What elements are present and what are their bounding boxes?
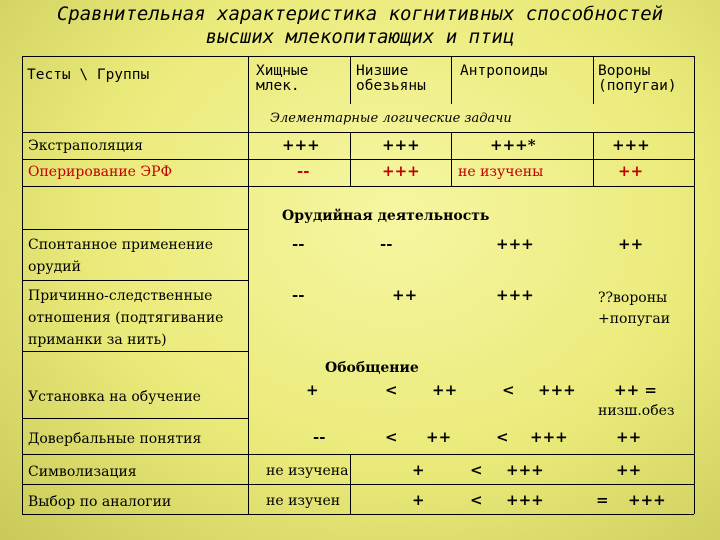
cell-analogy-anthropoids: +++ (506, 491, 544, 509)
table-col-line (350, 56, 351, 104)
row-label-spontaneous-line-2: орудий (28, 259, 81, 275)
cell-extrapolation-crows: +++ (612, 136, 650, 154)
cell-preverbal-lower-monkeys: ++ (426, 428, 452, 446)
cell-symbolization-anthropoids: +++ (506, 461, 544, 479)
cell-analogy-predators: не изучен (266, 493, 341, 509)
cell-causal-lower-monkeys: ++ (392, 286, 418, 304)
row-label-preverbal: Довербальные понятия (28, 431, 202, 447)
table-col-line (350, 454, 351, 514)
cell-erf-predators: -- (297, 162, 310, 180)
header-anthropoids: Антропоиды (460, 63, 548, 79)
table-line (22, 229, 248, 230)
section-tool-activity: Орудийная деятельность (282, 208, 490, 224)
cell-extrapolation-lower-monkeys: +++ (382, 136, 420, 154)
slide-title-line-2: высших млекопитающих и птиц (205, 26, 515, 48)
cell-spontaneous-predators: -- (292, 235, 305, 253)
cell-erf-anthropoids: не изучены (458, 164, 544, 180)
row-label-spontaneous-line-1: Спонтанное применение (28, 237, 214, 253)
cell-spontaneous-crows: ++ (618, 235, 644, 253)
row-label-causal-line-1: Причинно-следственные (28, 288, 213, 304)
cell-learning-set-crows-line-2: низш.обез (598, 403, 675, 419)
cell-learning-set-anthropoids: +++ (538, 381, 576, 399)
row-label-causal-line-2: отношения (подтягивание (28, 310, 224, 326)
cell-causal-crows-line-1: ??вороны (598, 290, 668, 306)
slide-title-line-1: Сравнительная характеристика когнитивных способностей (56, 3, 664, 25)
table-line (22, 186, 694, 187)
cell-analogy-lower-monkeys: + (412, 491, 425, 509)
cell-causal-anthropoids: +++ (496, 286, 534, 304)
header-crows-line-2: (попугаи) (598, 78, 677, 94)
header-lower-monkeys-line-2: обезьяны (356, 78, 426, 94)
header-predators-line-1: Хищные (256, 63, 309, 79)
cell-analogy-less-than: < (470, 491, 483, 509)
cell-causal-predators: -- (292, 286, 305, 304)
cell-erf-lower-monkeys: +++ (382, 162, 420, 180)
cell-erf-crows: ++ (618, 162, 644, 180)
section-generalization: Обобщение (325, 360, 419, 376)
table-line (22, 280, 248, 281)
row-label-causal-line-3: приманки за нить) (28, 332, 167, 348)
table-line (22, 351, 248, 352)
cell-symbolization-lower-monkeys: + (412, 461, 425, 479)
cell-preverbal-anthropoids: +++ (530, 428, 568, 446)
table-bottom-border (22, 514, 694, 515)
table-left-border (22, 56, 23, 514)
cell-learning-set-less-than-1: < (385, 381, 398, 399)
table-col-line (350, 132, 351, 186)
row-label-analogy: Выбор по аналогии (28, 494, 172, 510)
cell-preverbal-less-than-2: < (496, 428, 509, 446)
table-line (22, 454, 694, 455)
cell-learning-set-predators: + (306, 381, 319, 399)
table-col-line (451, 132, 452, 186)
cell-symbolization-predators: не изучена (266, 463, 349, 479)
table-line (22, 418, 248, 419)
cell-preverbal-less-than-1: < (385, 428, 398, 446)
cell-extrapolation-predators: +++ (282, 136, 320, 154)
section-logic-tasks: Элементарные логические задачи (270, 111, 512, 126)
cell-preverbal-predators: -- (313, 428, 326, 446)
cell-spontaneous-lower-monkeys: -- (380, 235, 393, 253)
table-col-line (593, 132, 594, 186)
cell-analogy-crows-equals: = (596, 491, 609, 509)
cell-learning-set-less-than-2: < (502, 381, 515, 399)
header-crows-line-1: Вороны (598, 63, 651, 79)
table-right-border (694, 56, 695, 514)
cell-learning-set-lower-monkeys: ++ (432, 381, 458, 399)
cell-spontaneous-anthropoids: +++ (496, 235, 534, 253)
header-lower-monkeys-line-1: Низшие (356, 63, 409, 79)
header-tests-groups: Тесты \ Группы (27, 67, 150, 83)
cell-causal-crows-line-2: +попугаи (598, 311, 671, 327)
table-col-line (248, 56, 249, 514)
table-line (22, 484, 694, 485)
row-label-erf: Оперирование ЭРФ (28, 164, 173, 180)
cell-preverbal-crows: ++ (616, 428, 642, 446)
row-label-extrapolation: Экстраполяция (28, 138, 144, 154)
cell-learning-set-crows-line-1: ++ = (614, 381, 657, 399)
cell-symbolization-less-than: < (470, 461, 483, 479)
table-col-line (451, 56, 452, 104)
cell-analogy-crows: +++ (628, 491, 666, 509)
row-label-symbolization: Символизация (28, 464, 137, 480)
header-predators-line-2: млек. (256, 78, 300, 94)
row-label-learning-set: Установка на обучение (28, 389, 201, 405)
cell-symbolization-crows: ++ (616, 461, 642, 479)
table-col-line (593, 56, 594, 104)
cell-extrapolation-anthropoids: +++* (490, 136, 536, 154)
